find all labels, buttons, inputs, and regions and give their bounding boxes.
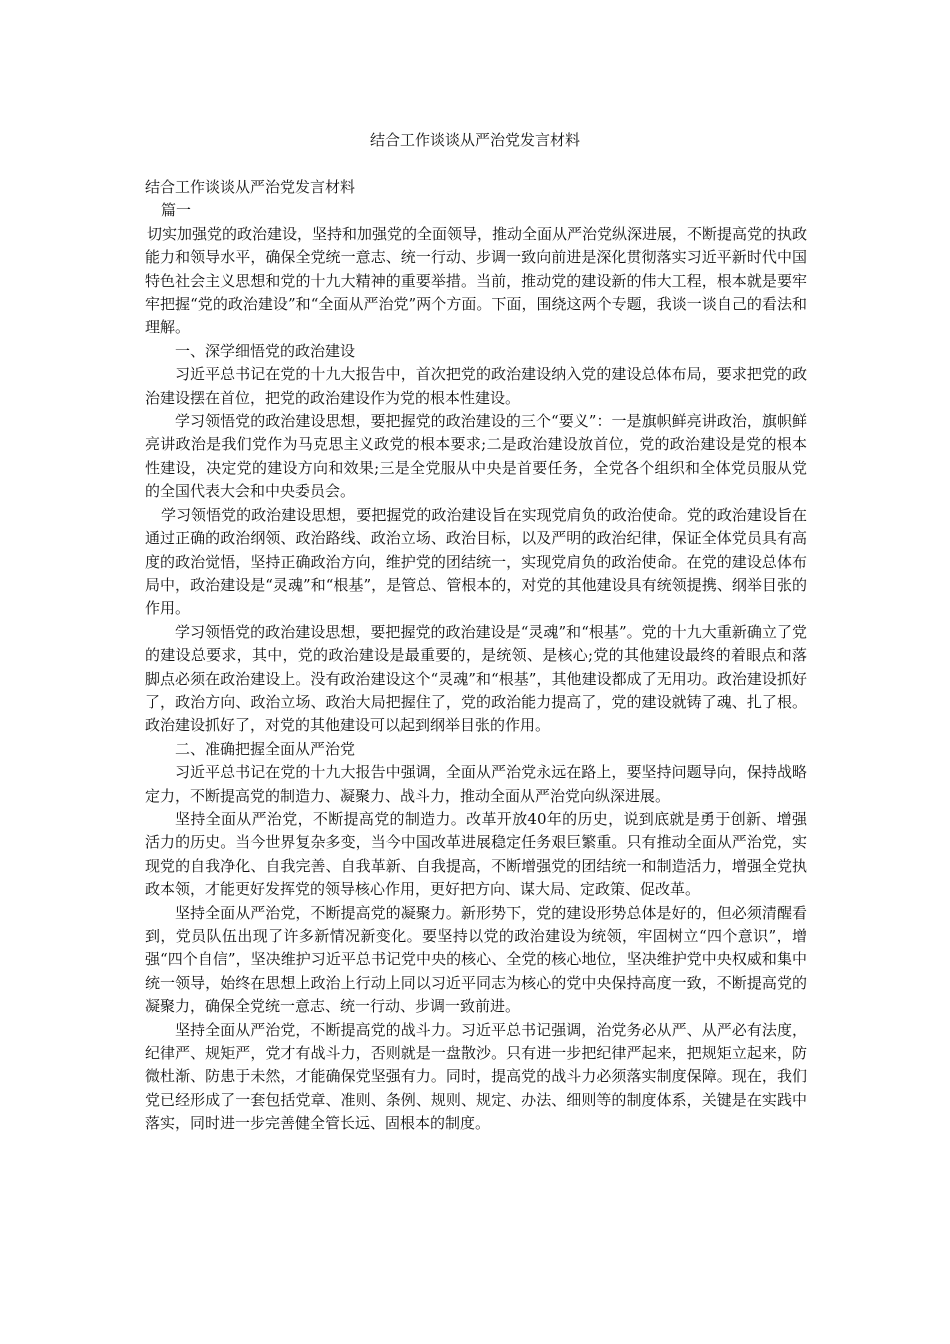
document-title: 结合工作谈谈从严治党发言材料	[369, 131, 580, 149]
paragraph: 习近平总书记在党的十九大报告中强调，全面从严治党永远在路上，要坚持问题导向，保持战略定力，不断提高党的制造力、凝聚力、战斗力，推动全面从严治党向纵深进展。	[145, 763, 807, 805]
paragraph: 习近平总书记在党的十九大报告中，首次把党的政治建设纳入党的建设总体布局，要求把党的政治建设摆在首位，把党的政治建设作为党的根本性建设。	[145, 365, 807, 407]
section-label: 篇一	[161, 201, 192, 220]
section-heading-1: 一、深学细悟党的政治建设	[175, 341, 356, 360]
paragraph: 学习领悟党的政治建设思想，要把握党的政治建设是“灵魂”和“根基”。党的十九大重新确立了党的建设总要求，其中，党的政治建设是最重要的，是统领、是核心;党的其他建设最终的着眼点和落脚点必须在政治建设上。没有政治建设这个“灵魂”和“根基”，其他建设都成了无用功。政治建设抓好了，政治方向、政治立场、政治大局把握住了，党的政治能力提高了，党的建设就铸了魂、扎了根。政治建设抓好了，对党的其他建设可以起到纲举目张的作用。	[145, 622, 807, 735]
section-heading-2: 二、准确把握全面从严治党	[175, 739, 356, 758]
paragraph: 坚持全面从严治党，不断提高党的制造力。改革开放40年的历史，说到底就是勇于创新、增强活力的历史。当今世界复杂多变，当今中国改革进展稳定任务艰巨繁重。只有推动全面从严治党，实现党的自我净化、自我完善、自我革新、自我提高，不断增强党的团结统一和制造活力，增强全党执政本领，才能更好发挥党的领导核心作用，更好把方向、谋大局、定政策、促改革。	[145, 809, 807, 899]
paragraph: 坚持全面从严治党，不断提高党的凝聚力。新形势下，党的建设形势总体是好的，但必须清醒看到，党员队伍出现了许多新情况新变化。要坚持以党的政治建设为统领，牢固树立“四个意识”，增强“四个自信”，坚决维护习近平总书记党中央的核心、全党的核心地位，坚决维护党中央权威和集中统一领导，始终在思想上政治上行动上同以习近平同志为核心的党中央保持高度一致，不断提高党的凝聚力，确保全党统一意志、统一行动、步调一致前进。	[145, 903, 807, 1016]
paragraph: 学习领悟党的政治建设思想，要把握党的政治建设的三个“要义”：一是旗帜鲜亮讲政治，旗帜鲜亮讲政治是我们党作为马克思主义政党的根本要求;二是政治建设放首位，党的政治建设是党的根本性建设，决定党的建设方向和效果;三是全党服从中央是首要任务，全党各个组织和全体党员服从党的全国代表大会和中央委员会。	[145, 412, 807, 501]
paragraph: 学习领悟党的政治建设思想，要把握党的政治建设旨在实现党肩负的政治使命。党的政治建设旨在通过正确的政治纲领、政治路线、政治立场、政治目标，以及严明的政治纪律，保证全体党员具有高度的政治觉悟，坚持正确政治方向，维护党的团结统一，实现党肩负的政治使命。在党的建设总体布局中，政治建设是“灵魂”和“根基”，是管总、管根本的，对党的其他建设具有统领提携、纲举目张的作用。	[145, 505, 807, 618]
paragraph: 坚持全面从严治党，不断提高党的战斗力。习近平总书记强调，治党务必从严、从严必有法度，纪律严、规矩严，党才有战斗力，否则就是一盘散沙。只有进一步把纪律严起来，把规矩立起来，防微杜渐、防患于未然，才能确保党坚强有力。同时，提高党的战斗力必须落实制度保障。现在，我们党已经形成了一套包括党章、准则、条例、规则、规定、办法、细则等的制度体系，关键是在实践中落实，同时进一步完善健全管长远、固根本的制度。	[145, 1020, 807, 1133]
intro-paragraph: 切实加强党的政治建设，坚持和加强党的全面领导，推动全面从严治党纵深进展，不断提高党的执政能力和领导水平，确保全党统一意志、统一行动、步调一致向前进是深化贯彻落实习近平新时代中国特色社会主义思想和党的十九大精神的重要举措。当前，推动党的建设新的伟大工程，根本就是要牢牢把握“党的政治建设”和“全面从严治党”两个方面。下面，围绕这两个专题，我谈一谈自己的看法和理解。	[145, 224, 808, 337]
document-subtitle: 结合工作谈谈从严治党发言材料	[145, 178, 356, 196]
document-body	[145, 176, 807, 1136]
